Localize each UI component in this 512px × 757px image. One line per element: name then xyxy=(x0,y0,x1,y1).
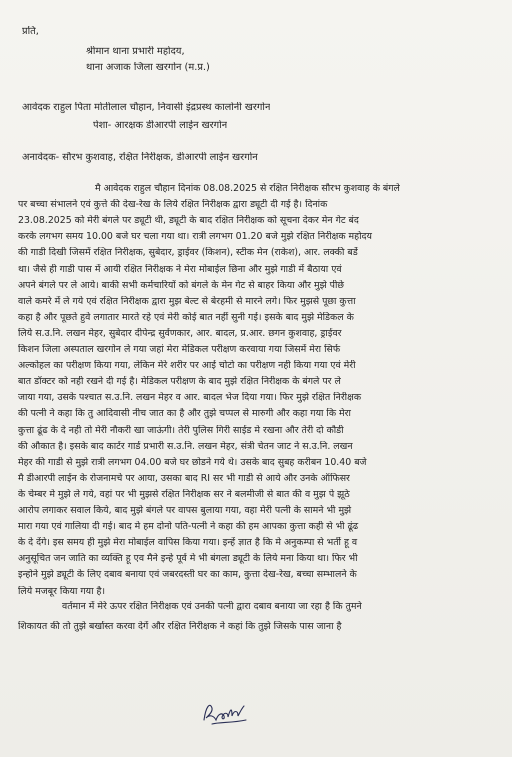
body-line: अल्कोहल का परीक्षण किया गया, लेकिन मेरे शरीर पर आई चोटो का परीक्षण नही किया गया एवं मेरी xyxy=(18,360,356,372)
body-line: बात डॉक्टर को नही रखने दी गई है। मेडिकल परीक्षण के बाद मुझे रक्षित निरीक्षक के बंगले पर ले xyxy=(18,376,341,388)
body-line: किशन जिला अस्पताल खरगोन ले गया जहां मेरा मेडिकल परीक्षण करवाया गया जिसमें मेरा सिर्फ xyxy=(18,344,341,355)
applicant-line-2: पेशा- आरक्षक डीआरपी लाईन खरगोन xyxy=(93,120,228,131)
recipient-line-1: श्रीमान थाना प्रभारी महोदय, xyxy=(86,46,185,57)
body-line: की गाडी दिखी जिसमें रक्षित निरीक्षक, सुबेदार, ड्राईवर (किशन), स्टीक मेन (राकेश), आर. लक्की बर्डे xyxy=(18,247,358,259)
body-line: था। जैसे ही गाडी पास में आयी रक्षित निरीक्षक ने मेरा मोबाईल छिना और मुझे गाडी में बैठाया एवं xyxy=(18,263,342,275)
respondent-line: अनावेदक- सौरभ कुशवाह, रक्षित निरीक्षक, डीआरपी लाईन खरगोन xyxy=(22,152,258,163)
body-line: मारा गया एवं गालिया दी गई। बाद मे हम दोनो पति-पत्नी ने कहा की हम आपका कुत्ता कही से भी ढूंढ xyxy=(18,521,359,533)
body-line: शिकायत की तो तुझे बर्खास्त करवा देगें और रक्षित निरीक्षक ने कहां कि तुझे जिसके पास जाना है xyxy=(18,621,342,632)
body-line: की पत्नी ने कहा कि तु आदिवासी नीच जात का है और तुझे चप्पल से मारुगी और कहा गया कि मेरा xyxy=(18,408,351,420)
body-line: पर बच्चा संभालने एवं कुत्ते की देख-रेख के लिये रक्षित निरीक्षक द्वारा ड्यूटी दी गई है। दिनांक xyxy=(18,199,328,211)
body-line: लिये स.उ.नि. लखन मेहर, सुबेदार दीपेन्द्र सुर्वणकार, आर. बादल, प्र.आर. छगन कुशवाह, ड्राईवर xyxy=(18,327,342,339)
body-line: 23.08.2025 को मेरी बंगले पर ड्यूटी थी, ड्यूटी के बाद रक्षित निरीक्षक को सूचना देकर मेन गेट बंद xyxy=(18,215,359,227)
body-line: लिये मजबूर किया गया है। xyxy=(18,585,106,597)
body-line: जाया गया, उसके पश्चात स.उ.नि. लखन मेहर व आर. बादल भेज दिया गया। फिर मुझे रक्षित निरीक्षक xyxy=(18,392,362,404)
body-line: आरोप लगाकर सवाल किये, बाद मुझे बंगले पर वापस बुलाया गया, वहा मेरी पत्नी के सामने भी मुझे xyxy=(18,505,352,516)
body-line: मै आवेदक राहुल चौहान दिनांक 08.08.2025 से रक्षित निरीक्षक सौरभ कुशवाह के बंगले xyxy=(95,183,400,194)
body-line: इन्होने मुझे ड्यूटी के लिए दबाव बनाया एवं जबरदस्ती घर का काम, कुत्ता देख-रेख, बच्चा सम्भालने के xyxy=(18,569,357,581)
body-line: मै डीआरपी लाईन के रोजनामचे पर आया, उसका बाद RI सर भी गाडी से आये और उनके ऑफिसर xyxy=(18,472,350,484)
body-line: के चेम्बर मे मुझे ले गये, वहां पर भी मुझसे रक्षित निरीक्षक सर ने बलमीजी से बात की व मुझ पे झूठे xyxy=(18,488,350,500)
body-line: अपने बंगले पर ले आये। बाकी सभी कर्मचारियों को बंगले के मेन गेट से बाहर किया और मुझे पीछे xyxy=(18,279,344,291)
recipient-line-2: थाना अजाक जिला खरगोन (म.प्र.) xyxy=(86,62,210,73)
body-line: करके लगभग समय 10.00 बजे घर चला गया था। रात्री लगभग 01.20 बजे मुझे रक्षित निरीक्षक महोदय xyxy=(18,231,372,243)
body-line: वर्तमान में मेरे ऊपर रक्षित निरीक्षक एवं उनकी पत्नी द्वारा दबाव बनाया जा रहा है कि तुमने xyxy=(62,601,362,612)
body-line: के दे देंगे। इस समय ही मुझे मेरा मोबाईल वापिस किया गया। इन्हें ज्ञात है कि मे अनुकम्पा से भर्ती हू व xyxy=(18,537,358,549)
body-line: अनुसूचित जन जाति का व्यक्ति हू एव मैने इन्हे पूर्व मे भी बंगला ड्यूटी के लिये मना किया था। फिर भी xyxy=(18,553,358,565)
body-line: मेहर की गाडी से मुझे रात्री लगभग 04.00 बजे घर छोडने गये थे। उसके बाद सुबह करीबन 10.40 बजे xyxy=(18,456,367,468)
salutation-to: प्रति, xyxy=(22,26,39,37)
signature-image xyxy=(200,698,250,728)
body-line: वाले कमरे में ले गये एवं रक्षित निरीक्षक द्वारा मुझ बेल्ट से बेरहमी से मारने लगे। फिर मुझसे पूछा कुत्ता xyxy=(18,295,356,307)
body-line: कहा है और पूछते हुवे लगातार मारते रहे एवं मेरी कोई बात नहीं सुनी गई। इसके बाद मुझे मेडिकल के xyxy=(18,311,354,323)
applicant-line-1: आवेदक राहुल पिता मोतीलाल चौहान, निवासी इंद्रप्रस्थ कालोनी खरगोन xyxy=(22,102,271,113)
body-line: कुत्ता ढूंढ के दे नही तो मेरी नौकरी खा जाऊंगी। तेरी पुलिस गिरी साईड मे रखना और तेरी दो कौडी xyxy=(18,424,344,436)
body-line: की औकात है। इसके बाद कार्टर गार्ड प्रभारी स.उ.नि. लखन मेहर, संत्री चेतन जाट ने स.उ.नि. लखन xyxy=(18,440,353,452)
